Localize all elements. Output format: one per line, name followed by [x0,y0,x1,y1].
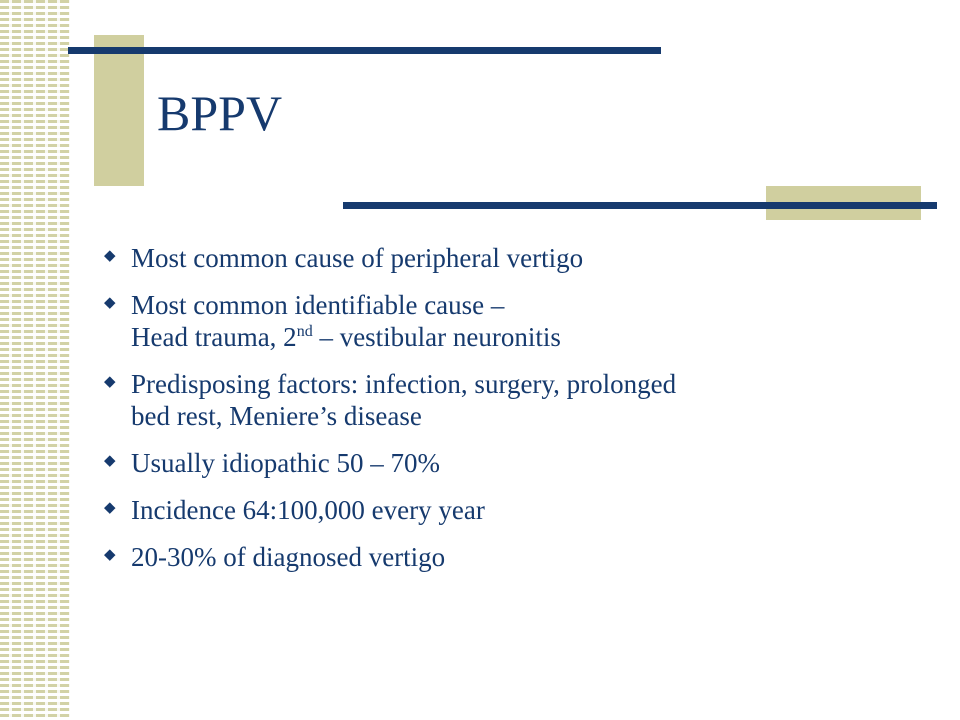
diamond-bullet-icon: ◆ [104,374,116,390]
bullet-item [104,541,904,573]
diamond-bullet-icon: ◆ [104,547,116,563]
bullet-item [104,368,904,432]
bullet-list [104,242,904,588]
ordinal-suffix: nd [296,323,313,340]
diamond-bullet-icon: ◆ [104,248,116,264]
bullet-text-pre: Head trauma, 2 [131,322,297,352]
decorative-stripe-band [0,0,70,720]
bullet-text: Incidence 64:100,000 every year [131,495,485,525]
bullet-text: Usually idiopathic 50 – 70% [131,448,440,478]
decorative-top-rule [68,47,661,54]
bullet-item [104,447,904,479]
bullet-text-line-1: Most common identifiable cause – [131,290,505,320]
bullet-text-line-1: Predisposing factors: infection, surgery, prolonged [131,369,677,399]
bullet-text-post: – vestibular neuronitis [312,322,561,352]
bullet-text: 20-30% of diagnosed vertigo [131,542,446,572]
bullet-item [104,289,904,353]
decorative-tan-block-left [94,35,144,186]
bullet-text-line-2 [131,321,904,353]
diamond-bullet-icon: ◆ [104,295,116,311]
slide-title: BPPV [157,85,283,141]
diamond-bullet-icon: ◆ [104,453,116,469]
bullet-text: Most common cause of peripheral vertigo [131,243,584,273]
bullet-item [104,494,904,526]
bullet-text-line-2: bed rest, Meniere’s disease [131,401,422,431]
bullet-item [104,242,904,274]
decorative-title-rule [343,202,937,209]
diamond-bullet-icon: ◆ [104,500,116,516]
